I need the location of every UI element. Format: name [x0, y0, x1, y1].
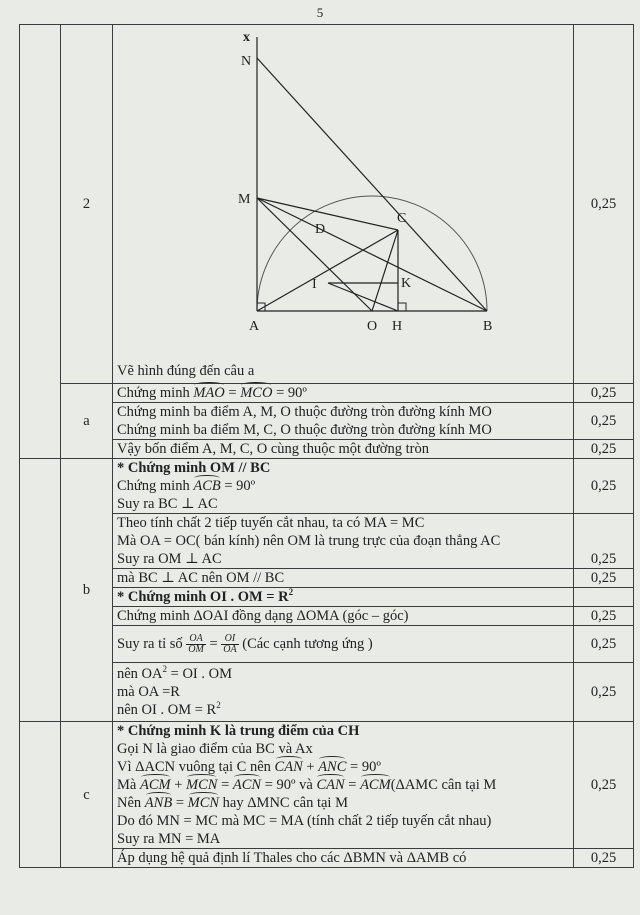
label-b: B [483, 319, 493, 334]
score: 0,25 [574, 849, 634, 868]
section-heading: * Chứng minh OI . OM = $R^2$ [113, 588, 574, 607]
score: 0,25 [574, 569, 634, 588]
label-h: H [392, 319, 403, 334]
label-i: I [312, 277, 317, 292]
score: 0,25 [574, 459, 634, 514]
segment-ih [328, 283, 398, 311]
part-b-row-2: Theo tính chất 2 tiếp tuyến cắt nhau, ta có MA = MC Mà OA = OC( bán kính) nên OM là trung trực của đoạn thẳng AC Suy ra OM ⊥ AC 0,25 [20, 514, 634, 569]
label-x: x [243, 30, 250, 45]
right-angle-h [398, 303, 406, 311]
label-n: N [241, 54, 252, 69]
score: 0,25 [574, 514, 634, 569]
score: 0,25 [574, 440, 634, 459]
score: 0,25 [574, 25, 634, 384]
segment-ac [257, 230, 398, 311]
part-b-row-3: mà BC ⊥ AC nên OM // BC 0,25 [20, 569, 634, 588]
part-a-row-2: Chứng minh ba điểm A, M, O thuộc đường tròn đường kính MO Chứng minh ba điểm M, C, O thuộc đường tròn đường kính MO 0,25 [20, 403, 634, 440]
label-m: M [238, 192, 251, 207]
answer-table [19, 24, 634, 868]
score: 0,25 [574, 607, 634, 626]
fraction: $\frac{OA}{OM}$ [188, 632, 204, 655]
part-b-row-6: Suy ra tỉ số $\frac{OA}{OM}$ = $\frac{OI}{OA}$ (Các cạnh tương ứng ) 0,25 [20, 626, 634, 663]
part-c-row-1: c * Chứng minh K là trung điểm của CH Gọi N là giao điểm của BC và Ax Vì ΔACN vuông tại C nên CAN + ANC = 90º Mà ACM + MCN = ACN = 90º và CAN = ACM(ΔAMC cân tại M Nên ANB = MCN hay ΔMNC cân tại M Do đó MN = MC mà MC = MA (tính chất 2 tiếp tuyến cắt nhau) Suy ra MN = MA 0,25 [20, 722, 634, 849]
label-c: C [397, 211, 407, 226]
score: 0,25 [574, 722, 634, 849]
part-a-label: a [61, 384, 113, 459]
page-number: 5 [316, 5, 324, 20]
label-k: K [401, 276, 412, 291]
score [574, 588, 634, 607]
part-b-row-5: Chứng minh ΔOAI đồng dạng ΔOMA (góc – góc) 0,25 [20, 607, 634, 626]
part-b-row-4 [20, 588, 634, 607]
label-a: A [249, 319, 260, 334]
segment-mb [257, 198, 487, 311]
score: 0,25 [574, 384, 634, 403]
part-c-label: c [61, 722, 113, 868]
part-a-row-1: a Chứng minh MAO = MCO = 90º 0,25 [20, 384, 634, 403]
geometry-figure [117, 25, 577, 363]
figure-caption: Vẽ hình đúng đến câu a [117, 363, 255, 379]
label-o: O [367, 319, 378, 334]
score: 0,25 [574, 403, 634, 440]
section-heading: * Chứng minh OM // BC [117, 460, 271, 476]
score: 0,25 [574, 626, 634, 663]
part-c-row-2: Áp dụng hệ quả định lí Thales cho các ΔBMN và ΔAMB có 0,25 [20, 849, 634, 868]
question-number: 2 [61, 25, 113, 384]
figure-row [20, 25, 634, 384]
part-b-label: b [61, 459, 113, 722]
part-a-row-3: Vậy bốn điểm A, M, C, O cùng thuộc một đường tròn 0,25 [20, 440, 634, 459]
section-heading: * Chứng minh K là trung điểm của CH [117, 723, 360, 739]
part-b-row-1: b * Chứng minh OM // BC Chứng minh ACB = 90º Suy ra BC ⊥ AC 0,25 [20, 459, 634, 514]
segment-mc [257, 198, 398, 230]
score: 0,25 [574, 663, 634, 722]
segment-nb [257, 58, 487, 311]
part-b-row-7: nên $OA^2$ = OI . OM mà OA =R nên OI . OM = $R^2$ 0,25 [20, 663, 634, 722]
fraction: $\frac{OI}{OA}$ [223, 632, 237, 655]
label-d: D [315, 222, 326, 237]
